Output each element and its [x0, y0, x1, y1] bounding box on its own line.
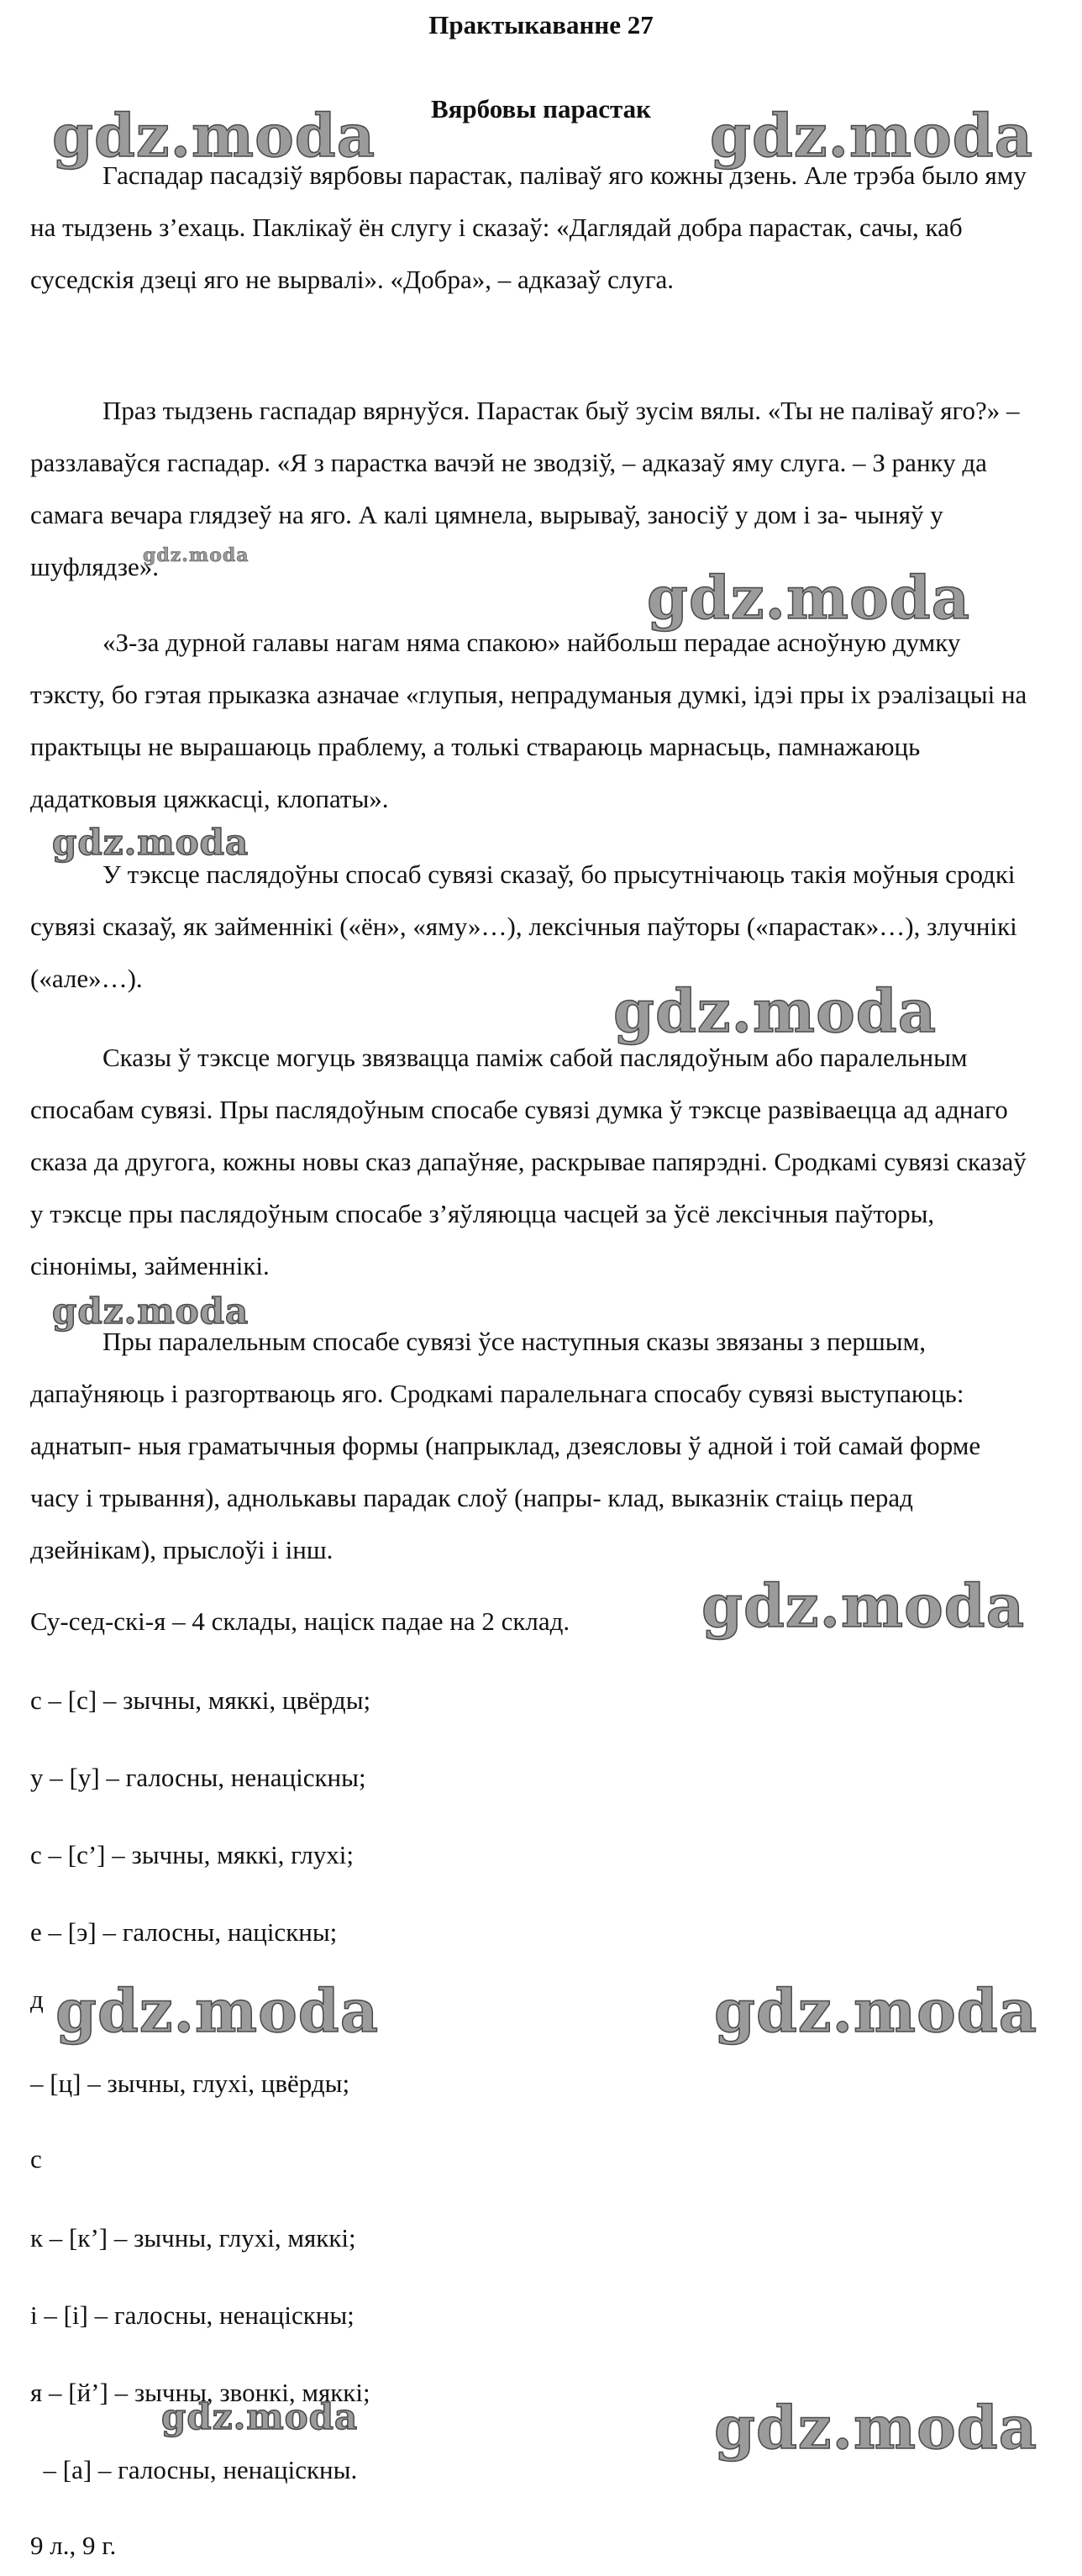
analysis-line: к – [к’] – зычны, глухі, мяккі; — [30, 2223, 356, 2253]
paragraph-3: «З-за дурной галавы нагам няма спакою» найбольш перадае асноўную думку тэксту, бо гэтая прыказка азначае «глупыя, непрадуманыя думкі, ідэі пры іх рэалізацыі на практыцы не вырашаюць праблему, а толькі ствараюць марнасьць, памнажаюць дадатковыя цяжкасці, клопаты». — [30, 628, 1027, 813]
watermark-logo: gdz.moda — [143, 544, 249, 566]
paragraph-5: Сказы ў тэксце могуць звязвацца паміж сабой паслядоўным або паралельным спосабам сувязі. Пры паслядоўным спосабе сувязі думка ў тэксце развіваецца ад аднаго сказа да другога, кожны новы сказ дапаўняе, раскрывае папярэдні. Сродкамі сувязі сказаў у тэксце пры паслядоўным спосабе з’яўляюцца часцей за ўсё лексічныя паўторы, сінонімы, займеннікі. — [30, 1043, 1027, 1280]
watermark-logo: gdz.moda — [52, 101, 376, 171]
watermark-logo: gdz.moda — [613, 976, 938, 1046]
paragraph-6: Пры паралельным спосабе сувязі ўсе наступныя сказы звязаны з першым, дапаўняюць і разгортваюць яго. Сродкамі паралельнага спосабу сувязі выступаюць: аднатып- ныя граматычныя формы (напрыклад, дзеясловы ў адной і той самай форме часу і трывання), аднолькавы парадак слоў (напры- клад, выказнік стаіць перад дзейнікам), прыслоўі і інш. — [30, 1327, 981, 1564]
paragraph-2: Праз тыдзень гаспадар вярнуўся. Парастак быў зусім вялы. «Ты не палiваў яго?» – раззлаваўся гаспадар. «Я з парастка вачэй не зводзіў, – адказаў яму слуга. – З ранку да самага вечара глядзеў на яго. А калi цямнела, вырываў, заносiў у дом і за- чыняў у шуфлядзе». — [30, 396, 1020, 581]
analysis-line: д — [30, 1985, 44, 2014]
watermark-logo: gdz.moda — [647, 563, 971, 633]
analysis-line: Су-сед-скі-я – 4 склады, націск падае на 2 склад. — [30, 1606, 570, 1636]
exercise-title: Практыкаванне 27 — [428, 10, 654, 39]
watermark-logo: gdz.moda — [161, 2396, 359, 2437]
analysis-line: і – [і] – галосны, ненаціскны; — [30, 2300, 355, 2330]
analysis-line: с — [30, 2144, 42, 2174]
analysis-line: у – [у] – галосны, ненаціскны; — [30, 1763, 366, 1792]
watermark-logo: gdz.moda — [714, 1976, 1038, 2046]
watermark-logo: gdz.moda — [52, 1291, 249, 1332]
analysis-line: с – [с’] – зычны, мяккі, глухі; — [30, 1840, 355, 1869]
analysis-line: е – [э] – галосны, націскны; — [30, 1917, 338, 1947]
watermark-logo: gdz.moda — [55, 1976, 380, 2046]
watermark-logo: gdz.moda — [714, 2393, 1038, 2463]
watermark-logo: gdz.moda — [710, 101, 1034, 171]
analysis-line: – [а] – галосны, ненаціскны. — [30, 2455, 358, 2484]
analysis-line: – [ц] – зычны, глухі, цвёрды; — [30, 2069, 350, 2098]
analysis-line: с – [с] – зычны, мяккі, цвёрды; — [30, 1685, 371, 1715]
paragraph-4: У тэксце паслядоўны спосаб сувязі сказаў, бо прысутнічаюць такія моўныя сродкі сувязі сказаў, як займеннікі («ён», «яму»…), лексічныя паўторы («парастак»…), злучнікі («але»…). — [30, 860, 1017, 993]
watermark-logo: gdz.moda — [701, 1571, 1026, 1641]
text-title: Вярбовы парастак — [430, 94, 652, 124]
analysis-line: я – [й’] – зычны, звонкі, мяккі; — [30, 2378, 370, 2407]
paragraph-1: Гаспадар пасадзіў вярбовы парастак, палiваў яго кожны дзень. Але трэба было яму на тыдзень з’ехаць. Паклікаў ён слугу і сказаў: «Даглядай добра парастак, сачы, каб суседскiя дзецi яго не вырвалі». «Добра», – адказаў слуга. — [30, 160, 1027, 294]
analysis-line: 9 л., 9 г. — [30, 2531, 117, 2560]
watermark-logo: gdz.moda — [52, 822, 249, 863]
